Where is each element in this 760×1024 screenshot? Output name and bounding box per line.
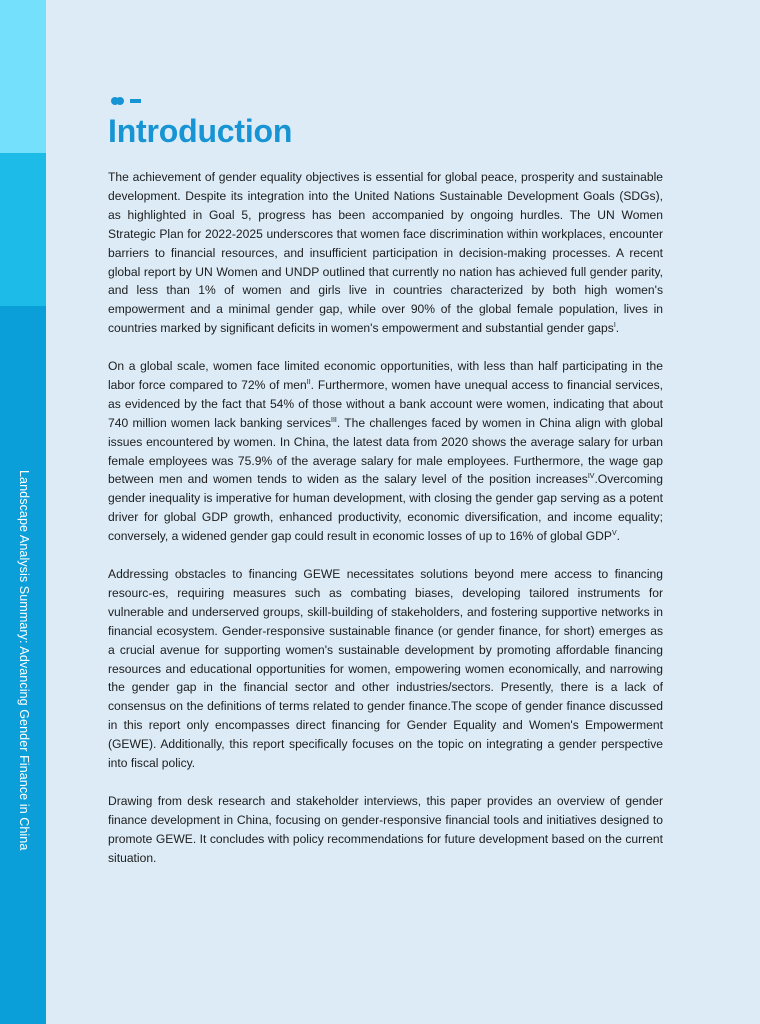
footnote-ref: I (613, 322, 616, 330)
body-text (108, 168, 663, 886)
dots-dash-icon (110, 96, 142, 106)
footnote-ref: II (306, 378, 311, 386)
footnote-ref: III (331, 416, 337, 424)
sidebar-segment-middle (0, 153, 46, 306)
footnote-ref: V (611, 530, 617, 538)
footnote-ref: IV (587, 473, 595, 481)
paragraph-3: Addressing obstacles to financing GEWE necessitates solutions beyond mere access to financing resourc-es, requiring measures such as combating biases, developing tailored instruments for vulnerable and underserved groups, skill-building of stakeholders, and fostering supportive networks in financial ecosystem. Gender-responsive sustainable finance (or gender finance, for short) emerges as a crucial avenue for supporting women's sustainable development by promoting affordable financing resources and educational opportunities for women, empowering women economically, and narrowing the gender gap in the financial sector and other industries/sectors. Presently, there is a lack of consensus on the definitions of terms related to gender finance.The scope of gender finance discussed in this report only encompasses direct financing for Gender Equality and Women's Empowerment (GEWE). Additionally, this report specifically focuses on the topic on integrating a gender perspective into fiscal policy. (108, 567, 663, 771)
sidebar-title: Landscape Analysis Summary: Advancing Gender Finance in China (17, 470, 31, 851)
page-title: Introduction (108, 113, 293, 149)
paragraph-2: On a global scale, women face limited economic opportunities, with less than half participating in the labor force compared to 72% of men$^{II}$. Furthermore, women have unequal access to financial services, as evidenced by the fact that 54% of those without a bank account were women, indicating that about 740 million women lack banking services$^{III}$. The challenges faced by women in China align with global issues encountered by women. In China, the latest data from 2020 shows the average salary for urban female employees was 75.9% of the average salary for male employees. Furthermore, the wage gap between men and women tends to widen as the salary level of the position increases$^{IV}$.Overcoming gender inequality is imperative for human development, with closing the gender gap serving as a potent driver for global GDP growth, enhanced productivity, economic diversification, and income equality; conversely, a widened gender gap could result in economic losses of up to 16% of global $GDP^V$. (108, 359, 663, 544)
paragraph-4: Drawing from desk research and stakeholder interviews, this paper provides an overview of gender finance development in China, focusing on gender-responsive financial tools and initiatives designed to promote GEWE. It concludes with policy recommendations for future development based on the current situation. (108, 793, 663, 865)
paragraph-1: The achievement of gender equality objectives is essential for global peace, prosperity and sustainable development. Despite its integration into the United Nations Sustainable Development Goals (SDGs), as highlighted in Goal 5, progress has been accompanied by ongoing hurdles. The UN Women Strategic Plan for 2022-2025 underscores that women face discrimination within workplaces, encounter barriers to financial resources, and insufficient participation in decision-making processes. A recent global report by UN Women and UNDP outlined that currently no nation has achieved full gender parity, and less than 1% of women and girls live in countries characterized by both high women's empowerment and a minimal gender gap, while over 90% of the global female population, lives in countries marked by significant deficits in women's empowerment and substantial gender gaps$^I$. (108, 170, 663, 336)
sidebar-segment-top (0, 0, 46, 153)
